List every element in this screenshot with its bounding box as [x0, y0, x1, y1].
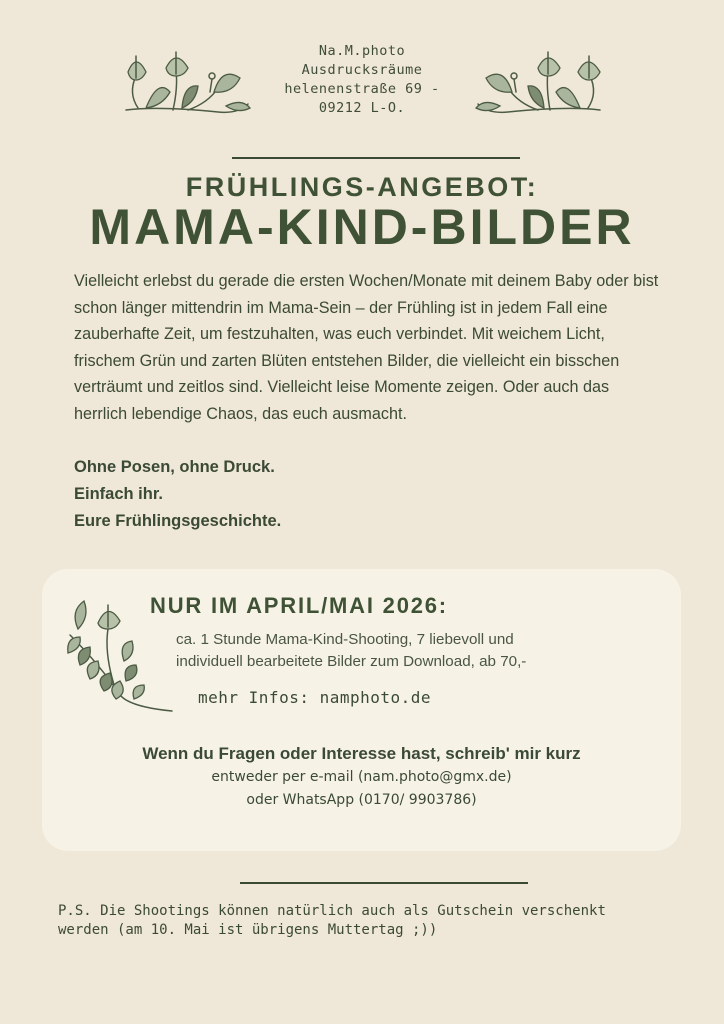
postscript-line-2: werden (am 10. Mai ist übrigens Muttertag ;)) [58, 922, 438, 938]
flower-ornament-left-icon [118, 48, 258, 118]
studio-street: helenenstraße 69 - [284, 81, 440, 97]
contact-heading: Wenn du Fragen oder Interesse hast, schreib' mir kurz [142, 744, 581, 763]
studio-city: 09212 L-O. [318, 100, 406, 116]
postscript [58, 902, 678, 940]
contact-email[interactable]: entweder per e-mail (nam.photo@gmx.de) [211, 769, 512, 785]
studio-tagline: Ausdrucksräume [301, 62, 423, 78]
offer-subtitle: FRÜHLINGS-ANGEBOT: [185, 172, 539, 202]
top-divider [232, 157, 520, 159]
offer-description [176, 629, 656, 673]
studio-address [262, 42, 462, 118]
contact-whatsapp[interactable]: oder WhatsApp (0170/ 9903786) [246, 792, 477, 808]
flower-ornament-right-icon [468, 48, 608, 118]
offer-line-1: ca. 1 Stunde Mama-Kind-Shooting, 7 liebevoll und [176, 631, 514, 648]
postscript-line-1: P.S. Die Shootings können natürlich auch als Gutschein verschenkt [58, 903, 606, 919]
highlight-line-3: Eure Frühlingsgeschichte. [74, 512, 282, 530]
intro-paragraph: Vielleicht erlebst du gerade die ersten Wochen/Monate mit deinem Baby oder bist schon länger mittendrin im Mama-Sein – der Frühling ist in jedem Fall eine zauberhafte Zeit, um festzuhalten, was euch verbindet. Mit weichem Licht, frischem Grün und zarten Blüten entstehen Bilder, die vielleicht ein bisschen verträumt und zeitlos sind. Vielleicht leise Momente zeigen. Oder auch das herrlich lebendige Chaos, das euch ausmacht. [74, 272, 659, 423]
offer-line-2: individuell bearbeitete Bilder zum Download, ab 70,- [176, 653, 527, 670]
highlight-line-1: Ohne Posen, ohne Druck. [74, 458, 275, 476]
bottom-divider [240, 882, 528, 884]
studio-name: Na.M.photo [318, 43, 406, 59]
highlight-line-2: Einfach ihr. [74, 485, 163, 503]
page-title: MAMA-KIND-BILDER [89, 199, 635, 255]
more-info-link[interactable]: mehr Infos: namphoto.de [198, 688, 432, 707]
offer-title: NUR IM APRIL/MAI 2026: [150, 593, 448, 618]
